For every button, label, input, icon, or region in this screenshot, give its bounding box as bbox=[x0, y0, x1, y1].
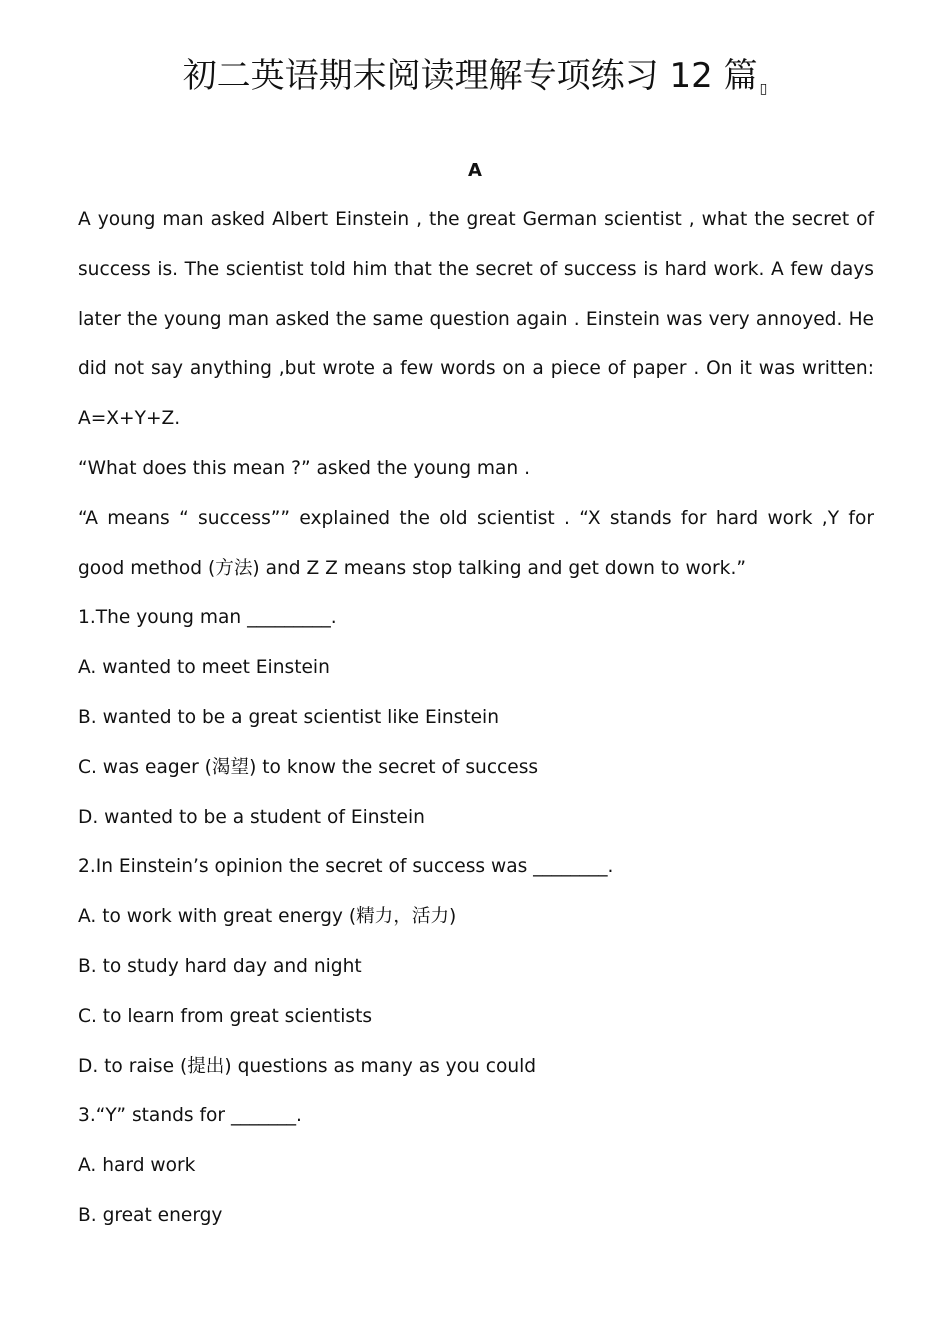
question-2-option-a: A. to work with great energy (精力，活力) bbox=[78, 906, 457, 928]
question-1-option-a: A. wanted to meet Einstein bbox=[78, 657, 330, 679]
question-2-option-c: C. to learn from great scientists bbox=[78, 1005, 373, 1027]
passage-paragraph-1: A young man asked Albert Einstein , the great German scientist , what the secret of success is. The scientist told him that the secret of success is hard work. A few days later the young man asked the same question again . Einstein was very annoyed. He did not say anything ,but wrote a few words on a piece of paper . On it was written: A=X+Y+Z. bbox=[78, 209, 874, 430]
question-2-option-b: B. to study hard day and night bbox=[78, 955, 362, 977]
question-1-option-b: B. wanted to be a great scientist like Einstein bbox=[78, 706, 500, 728]
question-2-stem: 2.In Einstein’s opinion the secret of success was ________. bbox=[78, 856, 614, 878]
passage-paragraph-2: “What does this mean ?” asked the young man . bbox=[78, 457, 531, 479]
document-body bbox=[78, 195, 874, 1241]
missing-glyph-icon: ▯ bbox=[759, 81, 768, 97]
question-1-stem: 1.The young man _________. bbox=[78, 607, 337, 629]
question-3-option-a: A. hard work bbox=[78, 1155, 196, 1177]
document-title bbox=[0, 54, 950, 111]
document-title-text: 初二英语期末阅读理解专项练习 12 篇 bbox=[182, 56, 758, 96]
question-3-option-b: B. great energy bbox=[78, 1204, 223, 1226]
question-1-option-c: C. was eager (渴望) to know the secret of success bbox=[78, 756, 539, 778]
passage-paragraph-3: “A means “ success”” explained the old scientist . “X stands for hard work ,Y for good method (方法) and Z Z means stop talking and get down to work.” bbox=[78, 507, 874, 579]
question-1-option-d: D. wanted to be a student of Einstein bbox=[78, 806, 425, 828]
section-heading: A bbox=[468, 160, 482, 181]
question-3-stem: 3.“Y” stands for _______. bbox=[78, 1105, 302, 1127]
question-2-option-d: D. to raise (提出) questions as many as you could bbox=[78, 1055, 537, 1077]
